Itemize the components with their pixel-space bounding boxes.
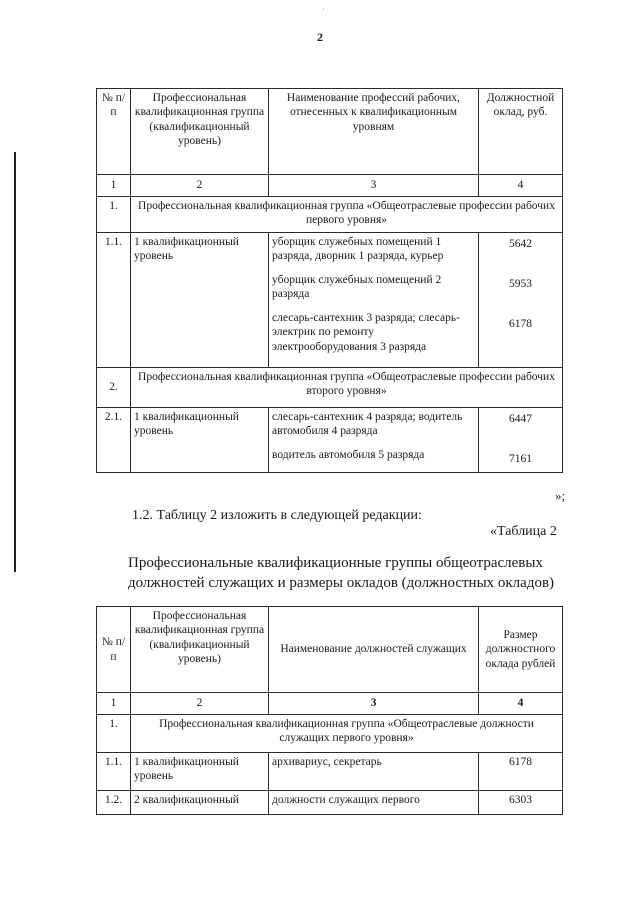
- group-title: Профессиональная квалификационная группа «Общеотраслевые профессии рабочих первого уровня»: [131, 197, 563, 233]
- group-number: 1.: [97, 715, 131, 753]
- table-1-header-row: [97, 89, 563, 175]
- level-number: 2.1.: [97, 408, 131, 473]
- position-name: архивариус, секретарь: [269, 753, 479, 791]
- closing-quote-mark: »;: [555, 488, 566, 503]
- profession-item: уборщик служебных помещений 2 разряда: [272, 274, 442, 301]
- profession-item: слесарь-сантехник 3 разряда; слесарь-электрик по ремонту электрооборудования 3 разряда: [272, 312, 460, 353]
- professions-cell: [269, 233, 479, 368]
- page-number: 2: [317, 30, 323, 44]
- scan-artifact-bar: [14, 152, 16, 572]
- level-title: 1 квалификационный уровень: [131, 753, 269, 791]
- table-2-row: [97, 753, 563, 791]
- col-number-4: 4: [479, 693, 563, 715]
- table-2-group-1-row: [97, 715, 563, 753]
- position-name: должности служащих первого: [269, 791, 479, 815]
- row-number: 1.2.: [97, 791, 131, 815]
- table-2-column-numbers: [97, 693, 563, 715]
- col-number-4: 4: [479, 175, 563, 197]
- col-number-3: 3: [269, 175, 479, 197]
- salaries-cell: [479, 233, 563, 368]
- profession-item: слесарь-сантехник 4 разряда; водитель автомобиля 4 разряда: [272, 411, 463, 438]
- header-number: № п/п: [97, 89, 131, 175]
- col-number-3: 3: [269, 693, 479, 715]
- group-number: 2.: [97, 368, 131, 408]
- header-group: Профессиональная квалификационная группа (квалификационный уровень): [131, 607, 269, 693]
- profession-item: уборщик служебных помещений 1 разряда, дворник 1 разряда, курьер: [272, 236, 444, 263]
- table-2-label: «Таблица 2: [490, 524, 557, 539]
- salary-value: 7161: [509, 453, 532, 465]
- level-number: 1.1.: [97, 233, 131, 368]
- header-group: Профессиональная квалификационная группа (квалификационный уровень): [131, 89, 269, 175]
- profession-item: водитель автомобиля 5 разряда: [272, 449, 425, 461]
- salary-value: 5642: [509, 238, 532, 250]
- salary-value: 5953: [509, 278, 532, 290]
- group-title: Профессиональная квалификационная группа «Общеотраслевые должности служащих первого уровня»: [131, 715, 563, 753]
- col-number-2: 2: [131, 693, 269, 715]
- header-professions: Наименование профессий рабочих, отнесенных к квалификационным уровням: [269, 89, 479, 175]
- professions-cell: [269, 408, 479, 473]
- header-number: № п/п: [97, 607, 131, 693]
- salary-value: 6178: [509, 318, 532, 330]
- table-1-column-numbers: [97, 175, 563, 197]
- group-title: Профессиональная квалификационная группа «Общеотраслевые профессии рабочих второго уровня»: [131, 368, 563, 408]
- table-2: [96, 606, 563, 815]
- salary-value: 6178: [479, 753, 563, 791]
- header-salary: Должностной оклад, руб.: [479, 89, 563, 175]
- level-title: 2 квалификационный: [131, 791, 269, 815]
- group-number: 1.: [97, 197, 131, 233]
- table-1-level-row: [97, 408, 563, 473]
- level-title: 1 квалификационный уровень: [131, 408, 269, 473]
- scan-speck: ·: [322, 4, 325, 14]
- level-title: 1 квалификационный уровень: [131, 233, 269, 368]
- col-number-1: 1: [97, 693, 131, 715]
- table-1-group-2-row: [97, 368, 563, 408]
- row-number: 1.1.: [97, 753, 131, 791]
- amendment-instruction: 1.2. Таблицу 2 изложить в следующей редакции:: [132, 508, 422, 523]
- col-number-2: 2: [131, 175, 269, 197]
- table-1: [96, 88, 563, 473]
- salaries-cell: [479, 408, 563, 473]
- table-1-group-1-row: [97, 197, 563, 233]
- header-positions: Наименование должностей служащих: [269, 607, 479, 693]
- table-1-level-row: [97, 233, 563, 368]
- salary-value: 6303: [479, 791, 563, 815]
- header-salary: Размер должностного оклада рублей: [479, 607, 563, 693]
- table-2-heading: Профессиональные квалификационные группы общеотраслевых должностей служащих и размеры окладов (должностных окладов): [128, 555, 555, 591]
- salary-value: 6447: [509, 413, 532, 425]
- table-2-header-row: [97, 607, 563, 693]
- table-2-row: [97, 791, 563, 815]
- col-number-1: 1: [97, 175, 131, 197]
